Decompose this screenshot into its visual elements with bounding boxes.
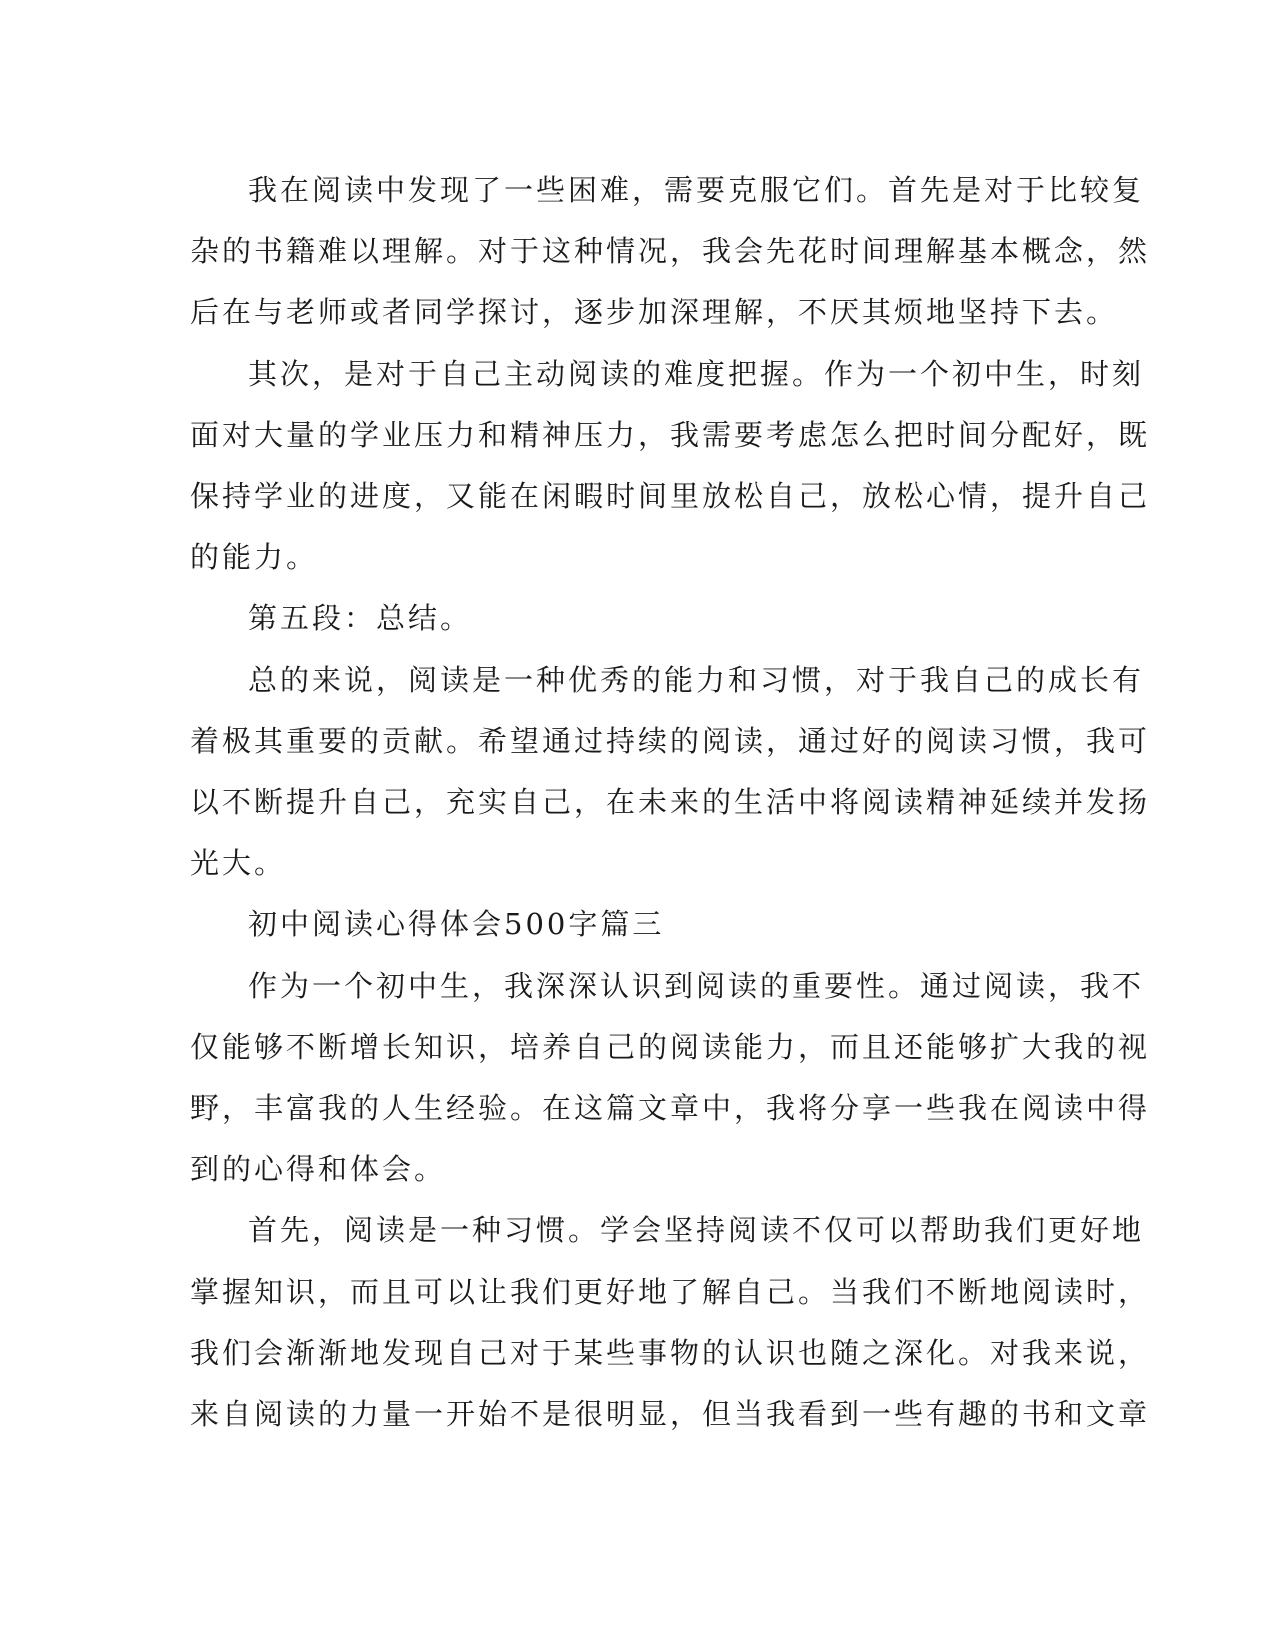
text-line: 仅能够不断增长知识，培养自己的阅读能力，而且还能够扩大我的视 bbox=[190, 1029, 1151, 1064]
text-line: 初中阅读心得体会500字篇三 bbox=[248, 907, 665, 942]
paragraph-intro bbox=[190, 956, 1151, 1201]
text-line: 作为一个初中生，我深深认识到阅读的重要性。通过阅读，我不 bbox=[248, 968, 1145, 1003]
text-line: 其次，是对于自己主动阅读的难度把握。作为一个初中生，时刻 bbox=[248, 356, 1145, 391]
text-line: 我们会渐渐地发现自己对于某些事物的认识也随之深化。对我来说， bbox=[190, 1335, 1151, 1370]
text-line: 着极其重要的贡献。希望通过持续的阅读，通过好的阅读习惯，我可 bbox=[190, 723, 1151, 758]
text-line: 面对大量的学业压力和精神压力，我需要考虑怎么把时间分配好，既 bbox=[190, 417, 1151, 452]
document-body bbox=[190, 160, 1151, 1445]
text-line: 的能力。 bbox=[190, 540, 319, 575]
text-line: 我在阅读中发现了一些困难，需要克服它们。首先是对于比较复 bbox=[248, 173, 1145, 207]
paragraph-habit bbox=[190, 1200, 1151, 1445]
article-title bbox=[190, 894, 1082, 955]
text-line: 后在与老师或者同学探讨，逐步加深理解，不厌其烦地坚持下去。 bbox=[190, 295, 1119, 330]
paragraph-summary bbox=[190, 650, 1151, 895]
text-line: 总的来说，阅读是一种优秀的能力和习惯，对于我自己的成长有 bbox=[248, 662, 1145, 697]
section-heading-summary bbox=[190, 588, 1082, 649]
text-line: 光大。 bbox=[190, 846, 287, 881]
text-line: 杂的书籍难以理解。对于这种情况，我会先花时间理解基本概念，然 bbox=[190, 234, 1151, 269]
text-line: 首先，阅读是一种习惯。学会坚持阅读不仅可以帮助我们更好地 bbox=[248, 1213, 1145, 1248]
text-line: 以不断提升自己，充实自己，在未来的生活中将阅读精神延续并发扬 bbox=[190, 785, 1151, 820]
text-line: 掌握知识，而且可以让我们更好地了解自己。当我们不断地阅读时， bbox=[190, 1274, 1151, 1309]
text-line: 到的心得和体会。 bbox=[190, 1152, 447, 1187]
text-line: 野，丰富我的人生经验。在这篇文章中，我将分享一些我在阅读中得 bbox=[190, 1091, 1151, 1126]
paragraph-difficulties bbox=[190, 160, 1151, 344]
text-line: 来自阅读的力量一开始不是很明显，但当我看到一些有趣的书和文章 bbox=[190, 1397, 1151, 1432]
text-line: 保持学业的进度，又能在闲暇时间里放松自己，放松心情，提升自己 bbox=[190, 479, 1151, 514]
paragraph-self-reading bbox=[190, 344, 1151, 589]
text-line: 第五段：总结。 bbox=[248, 601, 473, 636]
